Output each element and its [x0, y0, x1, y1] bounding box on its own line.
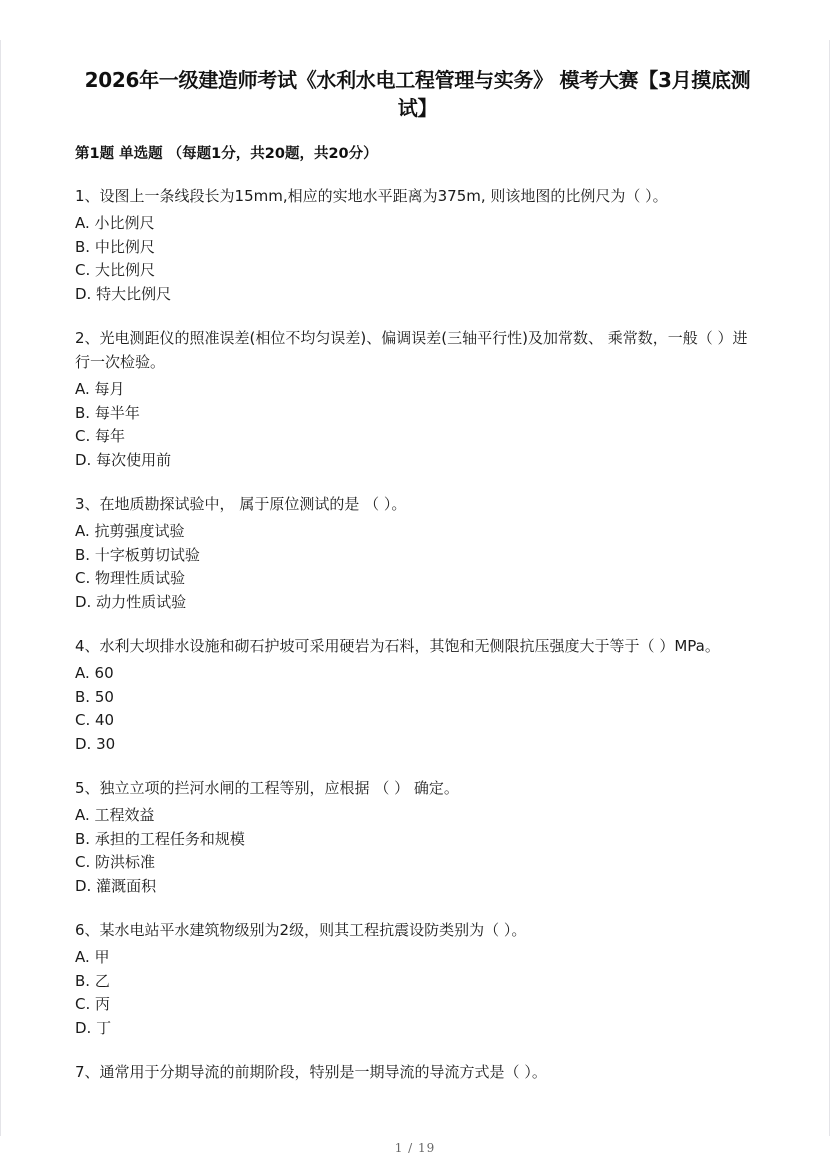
question-stem: 6、某水电站平水建筑物级别为2级，则其工程抗震设防类别为（ ）。	[75, 921, 527, 939]
option-c: C. 物理性质试验	[75, 569, 186, 587]
question-6	[75, 918, 760, 1040]
question-7	[75, 1060, 760, 1084]
option-a: A. 抗剪强度试验	[75, 522, 185, 540]
question-stem: 3、在地质勘探试验中， 属于原位测试的是 （ ）。	[75, 495, 407, 513]
option-b: B. 乙	[75, 971, 110, 990]
question-stem: 2、光电测距仪的照准误差(相位不均匀误差)、偏调误差(三轴平行性)及加常数、 乘常数，一般（ ）进行一次检验。	[75, 329, 748, 371]
option-d: D. 30	[75, 734, 116, 753]
option-b: B. 中比例尺	[75, 237, 155, 256]
option-a: A. 甲	[75, 948, 110, 966]
option-c: C. 40	[75, 711, 115, 729]
page-indicator: 1 / 19	[394, 1141, 436, 1155]
option-a: A. 小比例尺	[75, 214, 155, 232]
option-b: B. 承担的工程任务和规模	[75, 829, 245, 848]
option-c: C. 每年	[75, 427, 126, 445]
question-stem: 4、水利大坝排水设施和砌石护坡可采用硬岩为石料，其饱和无侧限抗压强度大于等于（ ）MPa。	[75, 637, 720, 655]
question-5	[75, 776, 760, 898]
option-c: C. 丙	[75, 995, 111, 1013]
option-d: D. 每次使用前	[75, 450, 172, 469]
question-stem: 1、设图上一条线段长为15mm,相应的实地水平距离为375m, 则该地图的比例尺为（ ）。	[75, 187, 668, 205]
option-b: B. 50	[75, 687, 114, 706]
option-b: B. 每半年	[75, 403, 140, 422]
question-2	[75, 326, 760, 472]
option-c: C. 大比例尺	[75, 261, 156, 279]
option-a: A. 60	[75, 664, 114, 682]
option-d: D. 灌溉面积	[75, 876, 157, 895]
question-stem: 7、通常用于分期导流的前期阶段，特别是一期导流的导流方式是（ ）。	[75, 1063, 547, 1081]
option-a: A. 工程效益	[75, 806, 155, 824]
question-4	[75, 634, 760, 756]
question-stem: 5、独立立项的拦河水闸的工程等别，应根据 （ ） 确定。	[75, 779, 459, 797]
question-3	[75, 492, 760, 614]
option-d: D. 特大比例尺	[75, 284, 172, 303]
document-title: 2026年一级建造师考试《水利水电工程管理与实务》 模考大赛【3月摸底测试】	[84, 68, 751, 120]
document-content	[75, 66, 760, 1088]
option-b: B. 十字板剪切试验	[75, 545, 200, 564]
option-a: A. 每月	[75, 380, 125, 398]
question-1	[75, 184, 760, 306]
option-c: C. 防洪标准	[75, 853, 156, 871]
option-d: D. 丁	[75, 1018, 112, 1037]
section-heading: 第1题 单选题 （每题1分，共20题，共20分）	[75, 146, 378, 162]
option-d: D. 动力性质试验	[75, 592, 187, 611]
